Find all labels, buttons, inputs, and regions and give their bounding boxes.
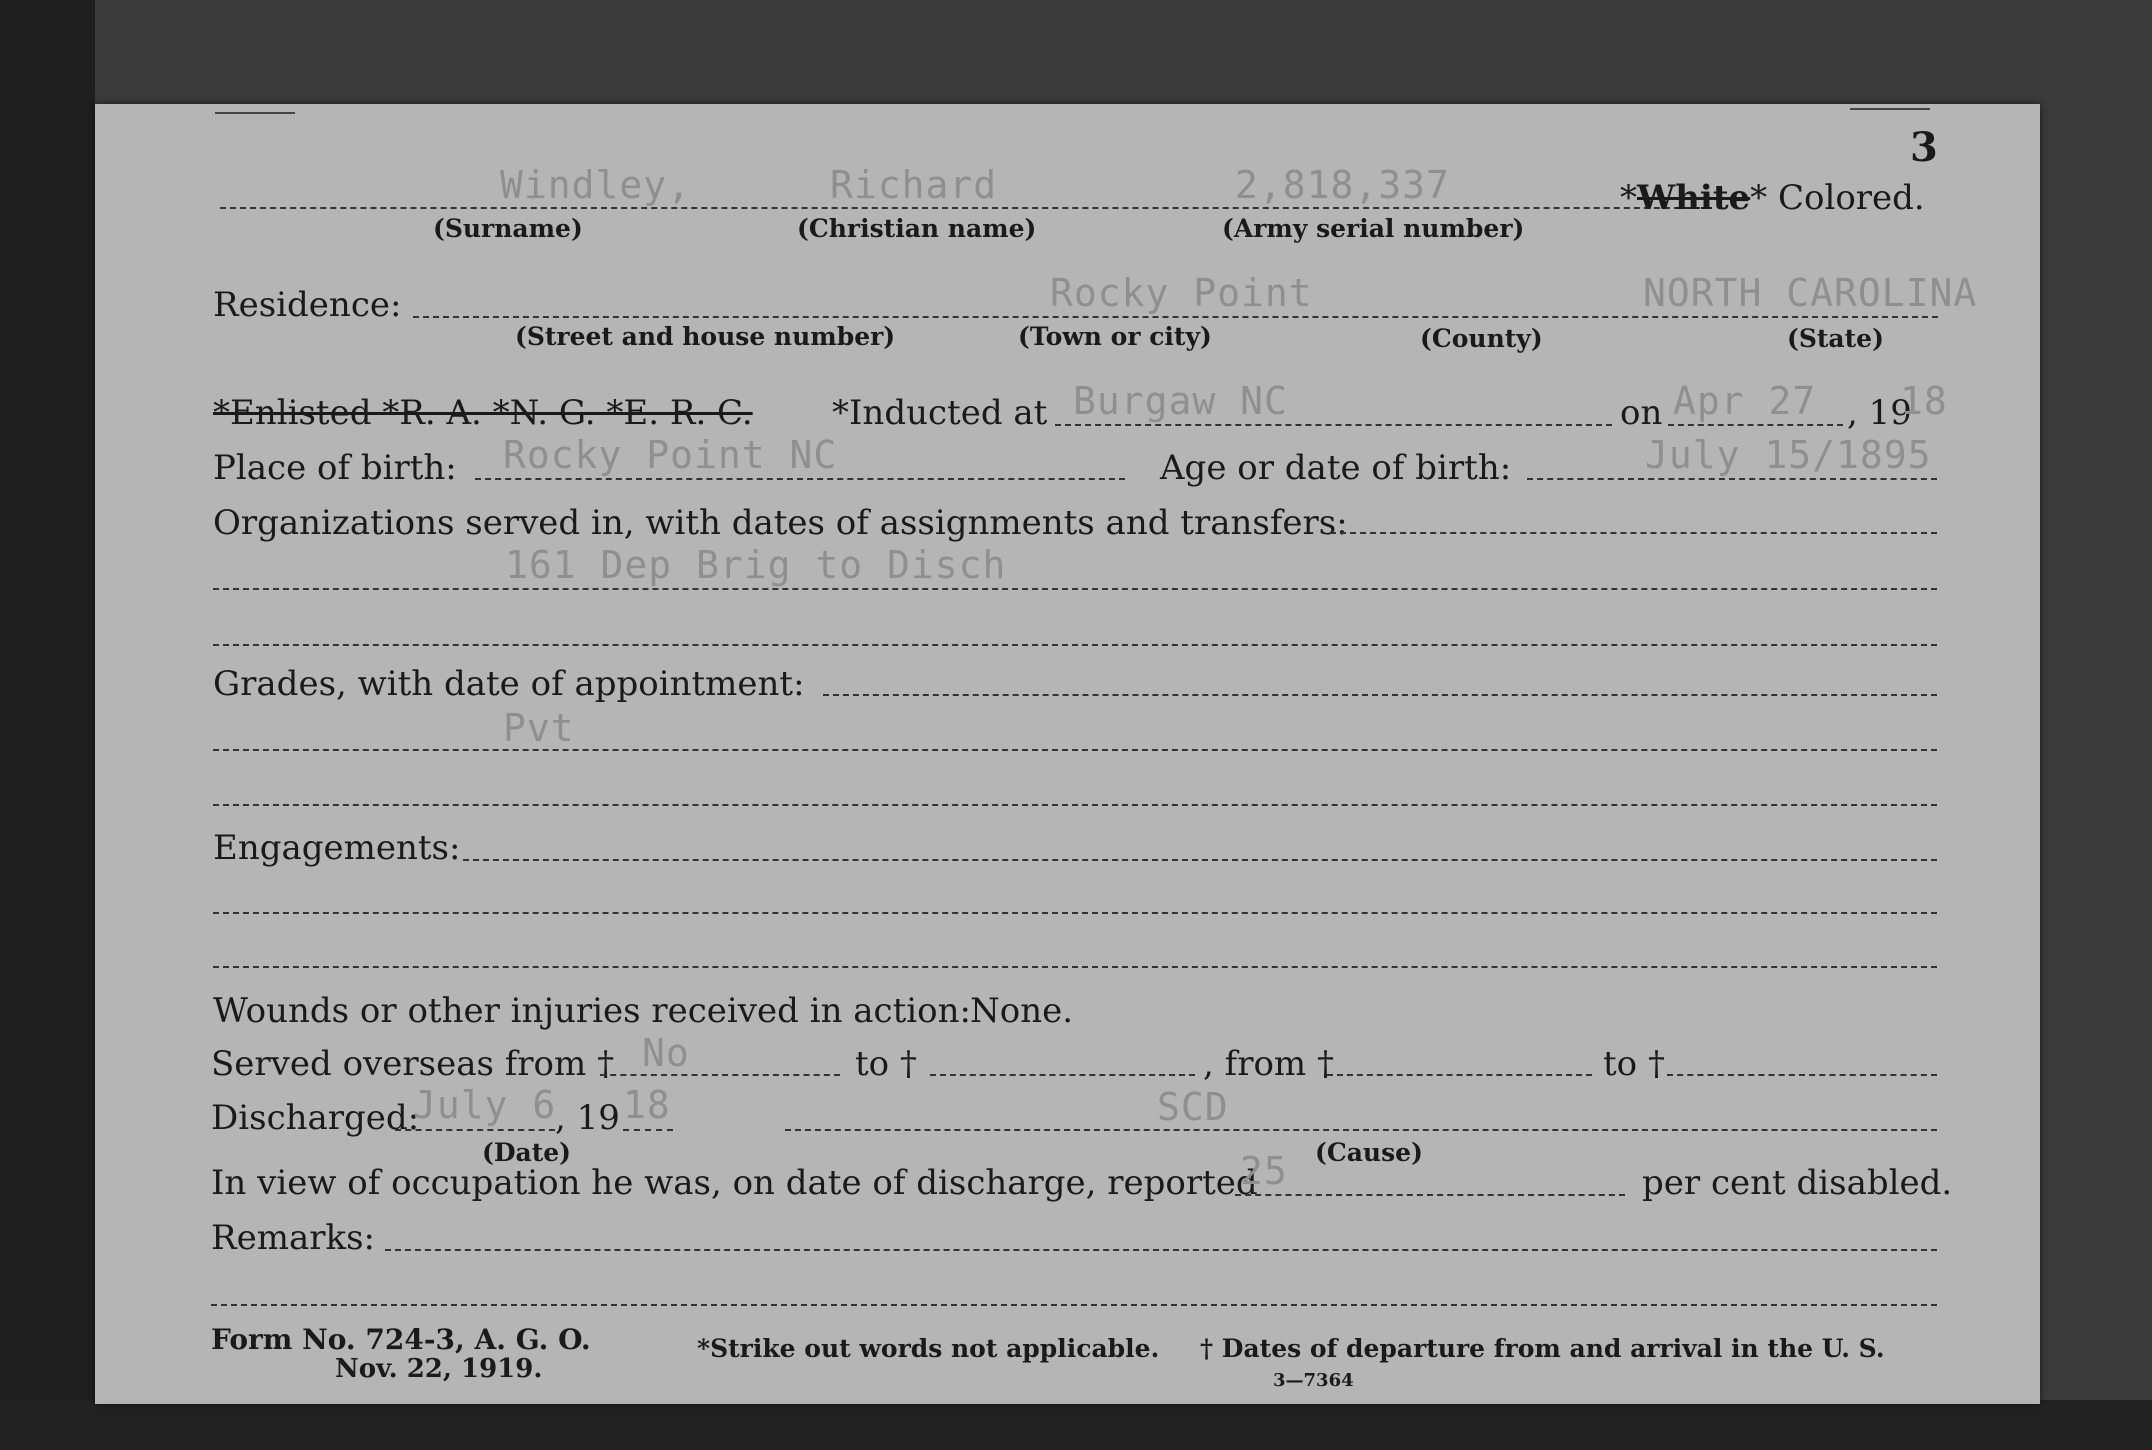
corner-mark-left [215, 112, 295, 114]
disability-value: 25 [1240, 1149, 1288, 1193]
grades-line-3 [213, 804, 1937, 806]
record-card [95, 104, 2040, 1404]
strike-note: *Strike out words not applicable. [697, 1334, 1160, 1363]
grades-line-1 [823, 694, 1937, 696]
overseas-from2-line [1327, 1074, 1592, 1076]
christian-name-value: Richard [830, 163, 998, 207]
disability-prefix: In view of occupation he was, on date of discharge, reported [211, 1163, 1258, 1203]
residence-label: Residence: [213, 285, 402, 325]
christian-name-caption: (Christian name) [797, 214, 1037, 243]
grades-label: Grades, with date of appointment: [213, 664, 805, 704]
organizations-line-2 [213, 588, 1937, 590]
overseas-from-line [600, 1074, 840, 1076]
corner-mark-right [1850, 108, 1930, 110]
grades-line-2 [213, 749, 1937, 751]
inducted-date-value: Apr 27 [1673, 379, 1817, 423]
surname-value: Windley, [500, 163, 692, 207]
residence-town-value: Rocky Point [1050, 271, 1313, 315]
race-colored: Colored. [1777, 178, 1925, 218]
race-white-struck: White [1637, 178, 1751, 218]
birth-date-label: Age or date of birth: [1160, 448, 1512, 488]
inducted-year-prefix: , 19 [1847, 393, 1912, 433]
surname-caption: (Surname) [433, 214, 583, 243]
birth-place-label: Place of birth: [213, 448, 457, 488]
background-bottom [0, 1400, 2152, 1450]
remarks-label: Remarks: [211, 1218, 375, 1258]
race-options [1620, 178, 1925, 218]
discharge-cause-line [785, 1129, 1937, 1131]
inducted-date-line [1668, 424, 1843, 426]
engagements-line-2 [213, 912, 1937, 914]
form-date: Nov. 22, 1919. [335, 1354, 543, 1384]
card-number: 3 [1910, 124, 1938, 171]
discharge-cause-value: SCD [1157, 1085, 1229, 1129]
race-mid: * [1750, 178, 1768, 218]
overseas-from2-label: , from † [1203, 1044, 1334, 1084]
overseas-to-line [930, 1074, 1195, 1076]
discharge-date-caption: (Date) [482, 1138, 571, 1167]
birth-place-line [475, 478, 1125, 480]
wounds-value: None. [970, 991, 1074, 1031]
engagements-line-1 [463, 859, 1937, 861]
residence-state-value: NORTH CAROLINA [1643, 271, 1978, 315]
overseas-to2-label: to † [1603, 1044, 1665, 1084]
dates-note: † Dates of departure from and arrival in the U. S. [1200, 1334, 1885, 1363]
discharge-year-line [623, 1129, 673, 1131]
discharge-date-value: July 6 [413, 1083, 557, 1127]
inducted-place-value: Burgaw NC [1073, 379, 1288, 423]
remarks-line-2 [211, 1304, 1937, 1306]
engagements-label: Engagements: [213, 828, 461, 868]
discharged-label: Discharged: [211, 1098, 420, 1138]
street-caption: (Street and house number) [515, 322, 896, 351]
county-caption: (County) [1420, 324, 1543, 353]
organizations-line-1 [1330, 532, 1937, 534]
discharge-year-prefix: , 19 [555, 1098, 620, 1138]
inducted-on-label: on [1620, 393, 1663, 433]
overseas-to2-line [1667, 1074, 1937, 1076]
organizations-line-3 [213, 644, 1937, 646]
birth-date-line [1527, 478, 1937, 480]
discharge-date-line [395, 1129, 555, 1131]
print-code: 3—7364 [1273, 1370, 1354, 1391]
birth-place-value: Rocky Point NC [503, 433, 838, 477]
serial-number-caption: (Army serial number) [1222, 214, 1525, 243]
inducted-label: *Inducted at [832, 393, 1048, 433]
form-number: Form No. 724-3, A. G. O. [211, 1323, 591, 1356]
grades-value: Pvt [503, 706, 575, 750]
serial-number-value: 2,818,337 [1235, 163, 1450, 207]
wounds-label: Wounds or other injuries received in action: [213, 991, 971, 1031]
inducted-year-value: 18 [1900, 379, 1948, 423]
overseas-to-label: to † [855, 1044, 917, 1084]
background-left [0, 0, 95, 1450]
disability-line [1235, 1194, 1625, 1196]
inducted-line [1055, 424, 1612, 426]
discharge-year-value: 18 [623, 1083, 671, 1127]
surname-line [220, 207, 1710, 209]
engagements-line-3 [213, 966, 1937, 968]
overseas-from-label: Served overseas from † [211, 1044, 615, 1084]
discharge-cause-caption: (Cause) [1315, 1138, 1423, 1167]
organizations-label: Organizations served in, with dates of assignments and transfers: [213, 503, 1348, 543]
race-prefix: * [1620, 178, 1637, 218]
birth-date-value: July 15/1895 [1645, 433, 1932, 477]
disability-suffix: per cent disabled. [1642, 1163, 1953, 1203]
organizations-value: 161 Dep Brig to Disch [505, 543, 1007, 587]
state-caption: (State) [1787, 324, 1884, 353]
remarks-line-1 [385, 1249, 1937, 1251]
overseas-from-value: No [642, 1031, 690, 1075]
town-caption: (Town or city) [1018, 322, 1212, 351]
enlistment-struck: *Enlisted *R. A. *N. G. *E. R. C. [213, 393, 753, 433]
residence-line [413, 316, 1938, 318]
